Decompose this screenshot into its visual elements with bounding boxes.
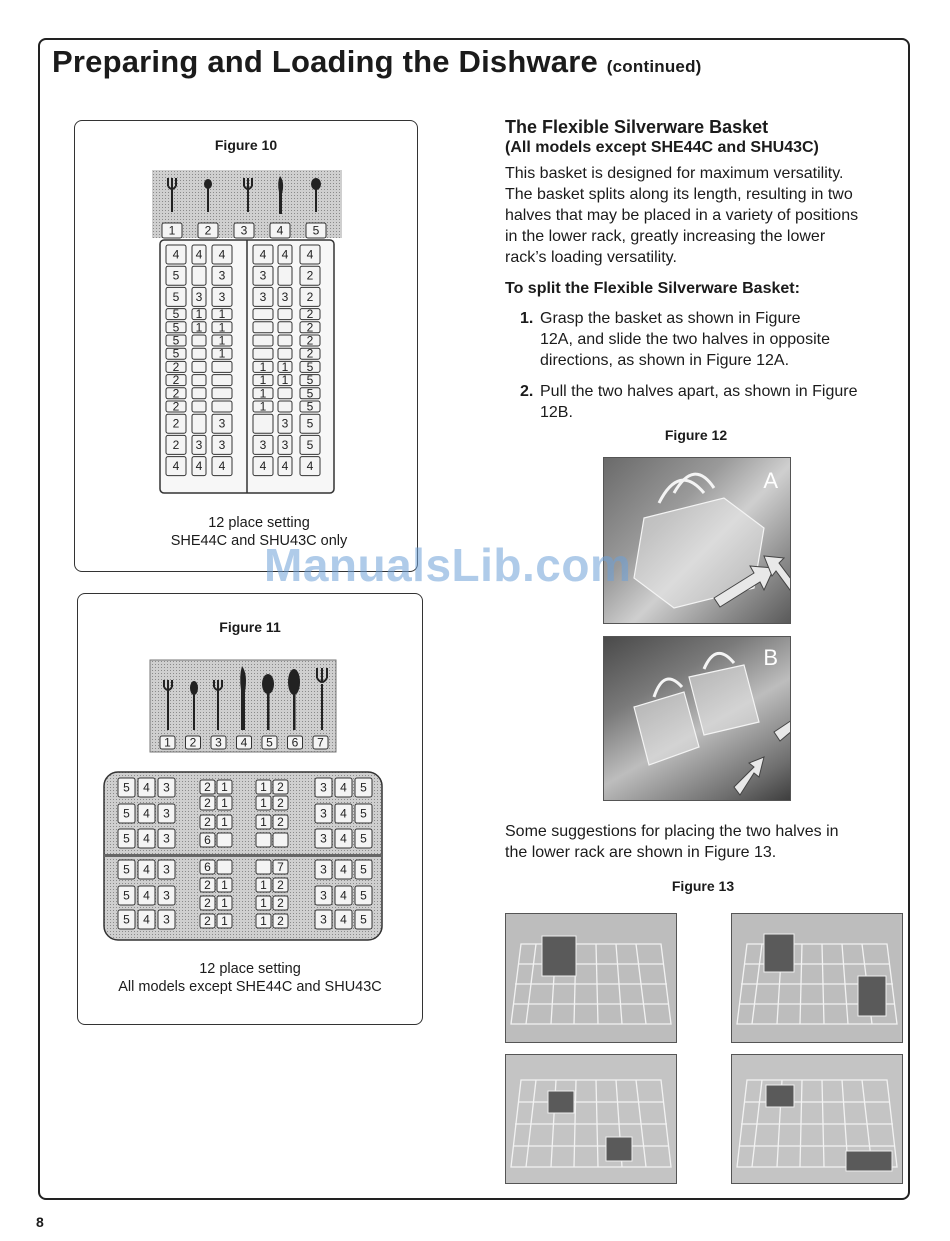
left-slot — [212, 401, 232, 412]
step-text — [540, 381, 858, 423]
right-slot — [278, 335, 292, 346]
basket-half — [858, 976, 886, 1016]
right-slot-number: 1 — [259, 386, 267, 401]
outer-right-slot-number: 5 — [360, 888, 367, 903]
left-slot-number: 3 — [195, 289, 203, 304]
right-slot-number: 5 — [306, 437, 314, 452]
outer-right-slot-number: 3 — [320, 831, 327, 846]
right-slot-number: 5 — [306, 399, 314, 414]
utensil-number-number: 3 — [240, 223, 248, 238]
inner-right-slot-number: 2 — [277, 914, 284, 928]
basket-heading: The Flexible Silverware Basket — [505, 117, 769, 137]
outer-right-slot-number: 3 — [320, 806, 327, 821]
outer-right-slot-number: 5 — [360, 862, 367, 877]
utensil-number-number: 2 — [189, 735, 197, 750]
inner-right-slot — [256, 833, 271, 847]
figure-12b-photo — [603, 636, 791, 801]
outer-left-slot-number: 3 — [163, 888, 170, 903]
left-slot-number: 3 — [218, 289, 226, 304]
inner-left-slot-number: 2 — [204, 878, 211, 892]
right-slot-number: 3 — [259, 437, 267, 452]
left-slot-number: 2 — [172, 399, 180, 414]
inner-left-slot-number: 1 — [221, 914, 228, 928]
left-slot-number: 2 — [172, 359, 180, 374]
utensil-number-number: 7 — [317, 735, 324, 750]
page-number: 8 — [36, 1214, 44, 1230]
step-number: 1. — [520, 310, 534, 327]
outer-left-slot-number: 3 — [163, 780, 170, 795]
left-slot — [192, 266, 206, 285]
outer-left-slot-number: 4 — [143, 806, 150, 821]
right-slot — [253, 322, 273, 333]
left-slot — [212, 388, 232, 399]
left-slot — [212, 375, 232, 386]
outer-left-slot-number: 5 — [123, 888, 130, 903]
right-slot — [253, 309, 273, 320]
outer-left-slot-number: 5 — [123, 831, 130, 846]
right-slot-number: 2 — [306, 333, 314, 348]
right-slot — [278, 322, 292, 333]
right-slot-number: 4 — [259, 459, 267, 474]
outer-right-slot-number: 5 — [360, 780, 367, 795]
left-slot — [192, 414, 206, 433]
step-1 — [520, 308, 900, 374]
left-slot-number: 5 — [172, 333, 180, 348]
right-slot-number: 5 — [306, 386, 314, 401]
right-slot-number: 1 — [281, 373, 289, 388]
left-slot-number: 4 — [172, 459, 180, 474]
outer-right-slot-number: 4 — [340, 888, 347, 903]
rack-illustration — [506, 1055, 676, 1183]
left-slot-number: 5 — [172, 307, 180, 322]
left-slot — [192, 335, 206, 346]
outer-right-slot-number: 5 — [360, 912, 367, 927]
inner-right-slot — [273, 833, 288, 847]
inner-left-slot-number: 1 — [221, 815, 228, 829]
text-line: Grasp the basket as shown in Figure — [540, 310, 801, 327]
basket-half — [764, 934, 794, 972]
outer-right-slot-number: 4 — [340, 780, 347, 795]
text-line: in the lower rack, greatly increasing the lower — [505, 228, 826, 245]
inner-left-slot-number: 2 — [204, 896, 211, 910]
left-slot-number: 5 — [172, 268, 180, 283]
left-slot-number: 4 — [195, 459, 203, 474]
figure-11-caption — [77, 960, 423, 996]
inner-right-slot-number: 1 — [260, 914, 267, 928]
inner-left-slot-number: 1 — [221, 878, 228, 892]
outer-left-slot-number: 3 — [163, 912, 170, 927]
inner-left-slot-number: 2 — [204, 914, 211, 928]
left-slot-number: 1 — [218, 320, 226, 335]
text-line: halves that may be placed in a variety of positions — [505, 207, 859, 224]
left-slot-number: 1 — [218, 333, 226, 348]
right-slot-number: 5 — [306, 373, 314, 388]
outer-left-slot-number: 3 — [163, 831, 170, 846]
inner-left-slot-number: 1 — [221, 780, 228, 794]
outer-left-slot-number: 5 — [123, 806, 130, 821]
rack-illustration — [732, 1055, 902, 1183]
right-slot-number: 1 — [259, 359, 267, 374]
inner-right-slot-number: 1 — [260, 896, 267, 910]
left-slot-number: 4 — [218, 459, 226, 474]
caption-line: 12 place setting — [208, 515, 310, 531]
right-slot-number: 2 — [306, 346, 314, 361]
left-slot-number: 3 — [195, 437, 203, 452]
outer-right-slot-number: 4 — [340, 806, 347, 821]
utensil-number-number: 4 — [240, 735, 248, 750]
caption-line: All models except SHE44C and SHU43C — [118, 979, 382, 995]
outer-right-slot-number: 4 — [340, 831, 347, 846]
right-slot — [278, 388, 292, 399]
right-slot-number: 3 — [281, 416, 289, 431]
right-slot-number: 1 — [259, 373, 267, 388]
right-slot — [253, 414, 273, 433]
left-slot-number: 1 — [195, 320, 203, 335]
outer-left-slot-number: 4 — [143, 862, 150, 877]
utensil-number-number: 5 — [266, 735, 273, 750]
inner-right-slot-number: 1 — [260, 780, 267, 794]
inner-right-slot-number: 1 — [260, 878, 267, 892]
figure-10-basket-diagram — [150, 168, 350, 498]
inner-right-slot-number: 2 — [277, 896, 284, 910]
right-slot-number: 1 — [281, 359, 289, 374]
inner-left-slot-number: 2 — [204, 796, 211, 810]
photo-letter-b: B — [763, 645, 778, 670]
left-slot-number: 5 — [172, 289, 180, 304]
figure-13-photo-1 — [505, 913, 677, 1043]
right-slot-number: 5 — [306, 359, 314, 374]
right-slot — [278, 401, 292, 412]
inner-left-slot-number: 2 — [204, 815, 211, 829]
utensil-number-number: 5 — [312, 223, 320, 238]
utensil-number-number: 4 — [276, 223, 284, 238]
inner-right-slot — [256, 860, 271, 874]
right-slot-number: 4 — [281, 459, 289, 474]
inner-right-slot-number: 2 — [277, 796, 284, 810]
outer-right-slot-number: 4 — [340, 912, 347, 927]
figure-10-label: Figure 10 — [214, 137, 278, 153]
outer-right-slot-number: 3 — [320, 780, 327, 795]
outer-left-slot-number: 4 — [143, 831, 150, 846]
outer-right-slot-number: 3 — [320, 912, 327, 927]
text-line: The basket splits along its length, resulting in two — [505, 186, 853, 203]
outer-left-slot-number: 4 — [143, 780, 150, 795]
inner-left-slot-number: 6 — [204, 860, 211, 874]
figure-12-label: Figure 12 — [664, 427, 728, 443]
left-slot-number: 3 — [218, 416, 226, 431]
outer-left-slot-number: 5 — [123, 912, 130, 927]
outer-right-slot-number: 5 — [360, 806, 367, 821]
inner-right-slot-number: 2 — [277, 878, 284, 892]
right-slot — [278, 266, 292, 285]
caption-line: 12 place setting — [199, 961, 301, 977]
inner-right-slot-number: 2 — [277, 815, 284, 829]
left-slot — [192, 401, 206, 412]
left-slot-number: 4 — [195, 247, 203, 262]
left-slot-number: 4 — [218, 247, 226, 262]
split-heading: To split the Flexible Silverware Basket: — [505, 280, 800, 297]
outer-right-slot-number: 3 — [320, 862, 327, 877]
right-slot-number: 4 — [259, 247, 267, 262]
right-slot-number: 2 — [306, 320, 314, 335]
outer-left-slot-number: 3 — [163, 862, 170, 877]
basket-midline — [104, 854, 382, 857]
right-slot — [253, 348, 273, 359]
outer-left-slot-number: 4 — [143, 888, 150, 903]
left-slot — [192, 361, 206, 372]
left-slot-number: 2 — [172, 416, 180, 431]
watermark: ManualsLib.com — [264, 539, 632, 591]
utensil-number-number: 1 — [164, 735, 171, 750]
intro-paragraph — [505, 163, 905, 268]
inner-left-slot-number: 1 — [221, 796, 228, 810]
figure-13-photo-2 — [731, 913, 903, 1043]
right-slot-number: 4 — [281, 247, 289, 262]
basket-subheading: (All models except SHE44C and SHU43C) — [505, 139, 819, 156]
right-slot-number: 3 — [281, 289, 289, 304]
outer-right-slot-number: 5 — [360, 831, 367, 846]
photo-letter-a: A — [763, 468, 778, 493]
inner-left-slot-number: 1 — [221, 896, 228, 910]
basket-half — [606, 1137, 632, 1161]
utensil-number-number: 3 — [215, 735, 222, 750]
right-slot-number: 2 — [306, 289, 314, 304]
right-slot-number: 4 — [306, 247, 314, 262]
figure-11-label: Figure 11 — [219, 619, 281, 635]
left-slot-number: 3 — [218, 437, 226, 452]
utensil-number-number: 6 — [291, 735, 299, 750]
right-slot — [253, 335, 273, 346]
left-slot-number: 4 — [172, 247, 180, 262]
left-slot-number: 2 — [172, 437, 180, 452]
right-slot-number: 3 — [259, 289, 267, 304]
figure-13-label: Figure 13 — [671, 878, 735, 894]
figure-11-basket-diagram — [104, 658, 384, 928]
outer-right-slot-number: 4 — [340, 862, 347, 877]
right-slot-number: 3 — [259, 268, 267, 283]
utensil-number-number: 1 — [168, 223, 176, 238]
left-slot-number: 5 — [172, 346, 180, 361]
right-slot-number: 5 — [306, 416, 314, 431]
left-slot-number: 2 — [172, 373, 180, 388]
step-2 — [520, 381, 905, 425]
left-slot-number: 3 — [218, 268, 226, 283]
right-slot-number: 1 — [259, 399, 267, 414]
left-slot-number: 1 — [218, 346, 226, 361]
basket-half — [548, 1091, 574, 1113]
basket-half — [846, 1151, 892, 1171]
left-slot-number: 5 — [172, 320, 180, 335]
right-slot — [278, 309, 292, 320]
right-slot-number: 2 — [306, 268, 314, 283]
text-line: the lower rack are shown in Figure 13. — [505, 844, 777, 861]
left-slot — [192, 348, 206, 359]
rack-illustration — [732, 914, 902, 1042]
left-slot-number: 1 — [195, 307, 203, 322]
step-number: 2. — [520, 383, 534, 400]
utensil-number-number: 2 — [204, 223, 212, 238]
inner-right-slot-number: 7 — [277, 860, 284, 874]
inner-left-slot-number: 2 — [204, 780, 211, 794]
outer-left-slot-number: 4 — [143, 912, 150, 927]
text-line: 12B. — [540, 404, 573, 421]
left-slot — [212, 361, 232, 372]
outer-left-slot-number: 3 — [163, 806, 170, 821]
basket-illustration — [634, 653, 759, 765]
left-slot — [192, 375, 206, 386]
figure-13-photo-3 — [505, 1054, 677, 1184]
step-text — [540, 308, 830, 371]
text-line: rack’s loading versatility. — [505, 249, 677, 266]
outer-right-slot-number: 3 — [320, 888, 327, 903]
outer-left-slot-number: 5 — [123, 862, 130, 877]
right-slot-number: 3 — [281, 437, 289, 452]
right-slot — [278, 348, 292, 359]
right-slot-number: 4 — [306, 459, 314, 474]
inner-left-slot-number: 6 — [204, 833, 211, 847]
left-slot-number: 2 — [172, 386, 180, 401]
inner-right-slot-number: 1 — [260, 815, 267, 829]
left-slot — [192, 388, 206, 399]
text-line: Some suggestions for placing the two halves in — [505, 823, 839, 840]
outer-left-slot-number: 5 — [123, 780, 130, 795]
inner-left-slot — [217, 860, 232, 874]
caption-line: SHE44C and SHU43C only — [170, 533, 348, 549]
inner-right-slot-number: 2 — [277, 780, 284, 794]
text-line: This basket is designed for maximum versatility. — [505, 165, 844, 182]
text-line: Pull the two halves apart, as shown in Figure — [540, 383, 858, 400]
page-title: Preparing and Loading the Dishware (continued) — [52, 44, 702, 79]
text-line: 12A, and slide the two halves in opposite — [540, 331, 830, 348]
basket-half — [766, 1085, 794, 1107]
text-line: directions, as shown in Figure 12A. — [540, 352, 790, 369]
rack-illustration — [506, 914, 676, 1042]
inner-right-slot-number: 1 — [260, 796, 267, 810]
suggestion-paragraph — [505, 821, 905, 863]
basket-half — [542, 936, 576, 976]
title-suffix: (continued) — [606, 57, 702, 76]
figure-13-photo-4 — [731, 1054, 903, 1184]
inner-left-slot — [217, 833, 232, 847]
left-slot-number: 1 — [218, 307, 226, 322]
right-slot-number: 2 — [306, 307, 314, 322]
